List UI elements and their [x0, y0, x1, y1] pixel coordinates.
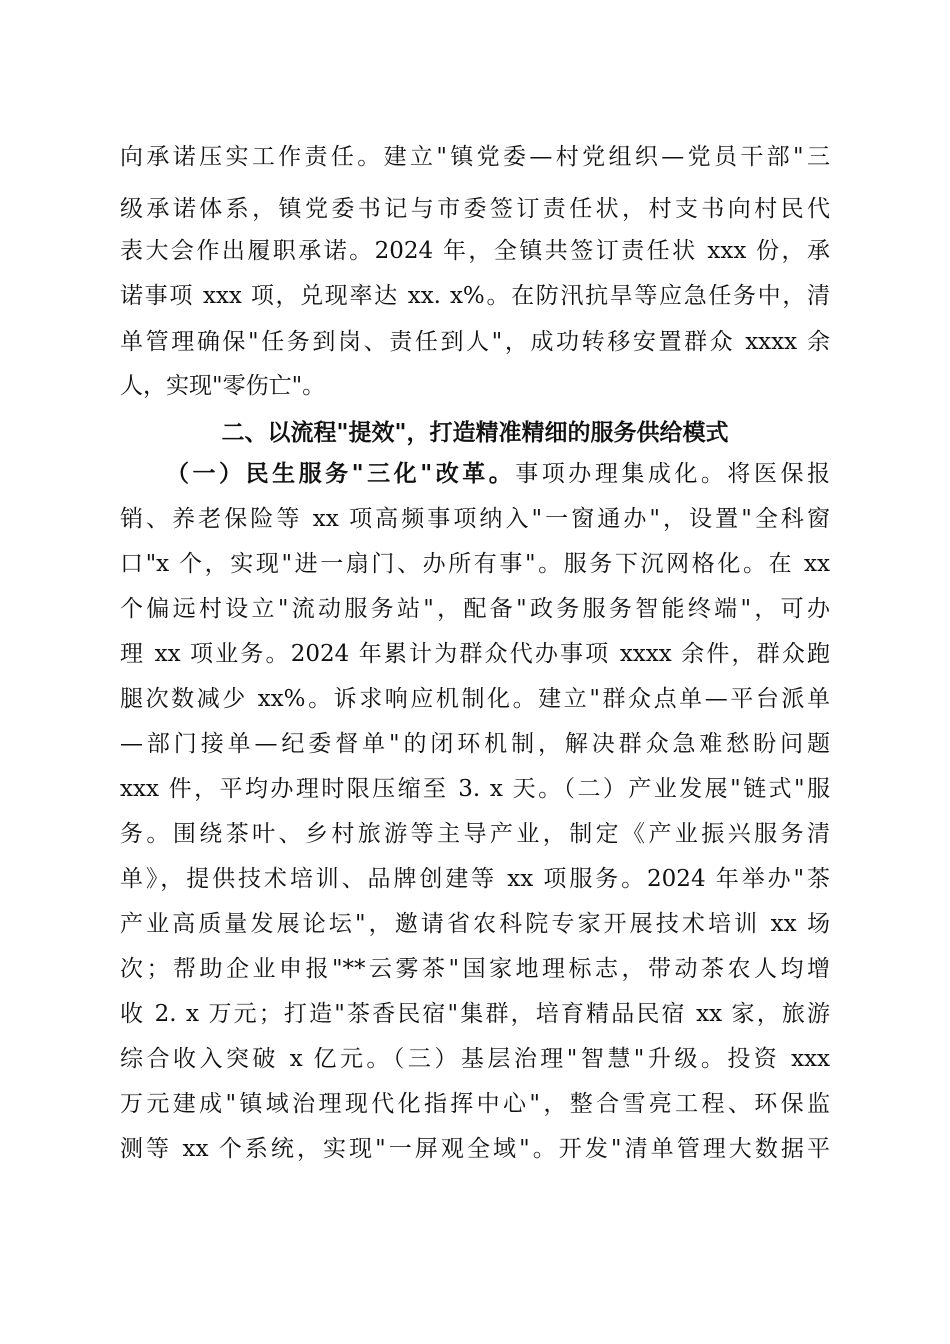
text-line [166, 459, 830, 489]
text-line: 口"x 个，实现"进一扇门、办所有事"。服务下沉网格化。在 xx [120, 551, 830, 577]
text-line: 销、养老保险等 xx 项高频事项纳入"一窗通办"，设置"全科窗 [120, 506, 830, 532]
text-line: 级承诺体系，镇党委书记与市委签订责任状，村支书向村民代 [120, 196, 830, 222]
text-run: 事项办理集成化。将医保报 [515, 461, 830, 487]
text-line: 产业高质量发展论坛"，邀请省农科院专家开展技术培训 xx 场 [120, 911, 830, 937]
text-line: 腿次数减少 xx%。诉求响应机制化。建立"群众点单—平台派单 [120, 686, 830, 712]
text-line: 务。围绕茶叶、乡村旅游等主导产业，制定《产业振兴服务清 [120, 821, 830, 847]
text-line: 单管理确保"任务到岗、责任到人"，成功转移安置群众 xxxx 余 [120, 329, 830, 355]
text-line: 测等 xx 个系统，实现"一屏观全域"。开发"清单管理大数据平 [120, 1136, 830, 1162]
text-line: xxx 件，平均办理时限压缩至 3. x 天。（二）产业发展"链式"服 [120, 776, 830, 802]
text-line: 万元建成"镇域治理现代化指挥中心"，整合雪亮工程、环保监 [120, 1091, 830, 1117]
text-line: 综合收入突破 x 亿元。（三）基层治理"智慧"升级。投资 xxx [120, 1046, 830, 1072]
text-line: 个偏远村设立"流动服务站"，配备"政务服务智能终端"，可办 [120, 596, 830, 622]
subheading: （一）民生服务"三化"改革。 [166, 461, 516, 487]
text-line: 向承诺压实工作责任。建立"镇党委—村党组织—党员干部"三 [120, 144, 830, 170]
text-line: 理 xx 项业务。2024 年累计为群众代办事项 xxxx 余件，群众跑 [120, 641, 830, 667]
text-line: 人，实现"零伤亡"。 [120, 373, 326, 399]
text-line: 单》，提供技术培训、品牌创建等 xx 项服务。2024 年举办"茶 [120, 866, 830, 892]
text-line: 表大会作出履职承诺。2024 年，全镇共签订责任状 xxx 份，承 [120, 238, 830, 264]
text-line: —部门接单—纪委督单"的闭环机制，解决群众急难愁盼问题 [120, 731, 830, 757]
text-line: 诺事项 xxx 项，兑现率达 xx. x%。在防汛抗旱等应急任务中，清 [120, 283, 830, 309]
section-heading: 二、以流程"提效"，打造精准精细的服务供给模式 [221, 420, 729, 446]
text-line: 收 2. x 万元；打造"茶香民宿"集群，培育精品民宿 xx 家，旅游 [120, 1001, 830, 1027]
text-line: 次；帮助企业申报"**云雾茶"国家地理标志，带动茶农人均增 [120, 956, 830, 982]
